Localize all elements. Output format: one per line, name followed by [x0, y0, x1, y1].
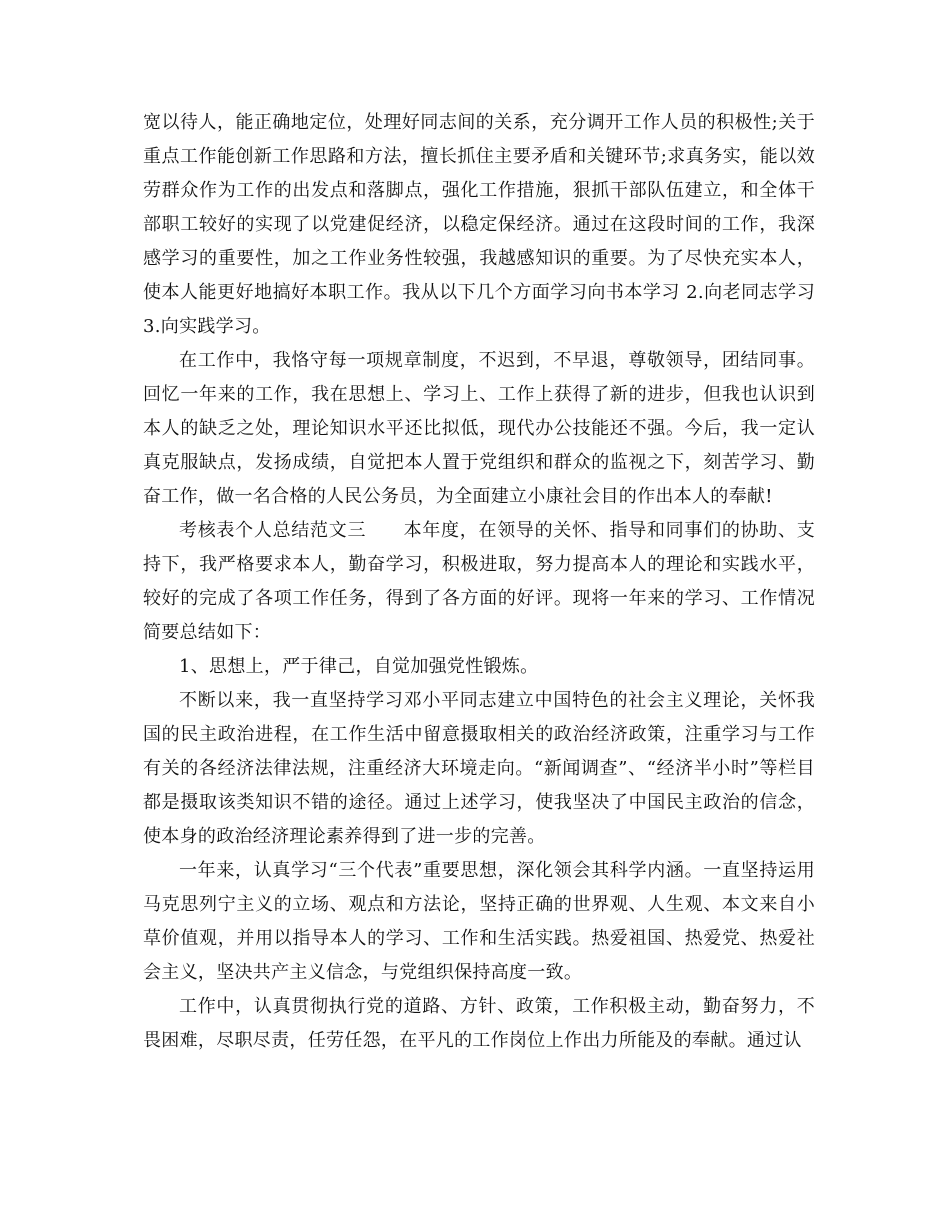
- document-body: [143, 106, 815, 1058]
- paragraph-work-attitude: 工作中，认真贯彻执行党的道路、方针、政策，工作积极主动，勤奋努力，不畏困难，尽职尽责，任劳任怨，在平凡的工作岗位上作出力所能及的奉献。通过认: [143, 996, 815, 1051]
- paragraph-three-represents: 一年来，认真学习“三个代表”重要思想，深化领会其科学内涵。一直坚持运用马克思列宁主义的立场、观点和方法论，坚持正确的世界观、人生观、本文来自小草价值观，并用以指导本人的学习、工作和生活实践。热爱祖国、热爱党、热爱社会主义，坚决共产主义信念，与党组织保持高度一致。: [143, 860, 815, 983]
- paragraph-theory-study: 不断以来，我一直坚持学习邓小平同志建立中国特色的社会主义理论，关怀我国的民主政治进程，在工作生活中留意摄取相关的政治经济政策，注重学习与工作有关的各经济法律法规，注重经济大环境走向。“新闻调查”、“经济半小时”等栏目都是摄取该类知识不错的途径。通过上述学习，使我坚决了中国民主政治的信念，使本身的政治经济理论素养得到了进一步的完善。: [143, 690, 815, 847]
- paragraph-work-discipline: 在工作中，我恪守每一项规章制度，不迟到，不早退，尊敬领导，团结同事。回忆一年来的工作，我在思想上、学习上、工作上获得了新的进步，但我也认识到本人的缺乏之处，理论知识水平还比拟低，现代办公技能还不强。今后，我一定认真克服缺点，发扬成绩，自觉把本人置于党组织和群众的监视之下，刻苦学习、勤奋工作，做一名合格的人民公务员，为全面建立小康社会目的作出本人的奉献!: [143, 350, 815, 507]
- paragraph-summary-intro: 考核表个人总结范文三 本年度，在领导的关怀、指导和同事们的协助、支持下，我严格要求本人，勤奋学习，积极进取，努力提高本人的理论和实践水平，较好的完成了各项工作任务，得到了各方面的好评。现将一年来的学习、工作情况简要总结如下：: [143, 520, 815, 643]
- paragraph-continued: 宽以待人，能正确地定位，处理好同志间的关系，充分调开工作人员的积极性;关于重点工作能创新工作思路和方法，擅长抓住主要矛盾和关键环节;求真务实，能以效劳群众作为工作的出发点和落脚点，强化工作措施，狠抓干部队伍建立，和全体干部职工较好的实现了以党建促经济，以稳定保经济。通过在这段时间的工作，我深感学习的重要性，加之工作业务性较强，我越感知识的重要。为了尽快充实本人，使本人能更好地搞好本职工作。我从以下几个方面学习向书本学习 2.向老同志学习 3.向实践学习。: [143, 112, 815, 337]
- paragraph-section-heading: 1、思想上，严于律己，自觉加强党性锻炼。: [179, 656, 539, 677]
